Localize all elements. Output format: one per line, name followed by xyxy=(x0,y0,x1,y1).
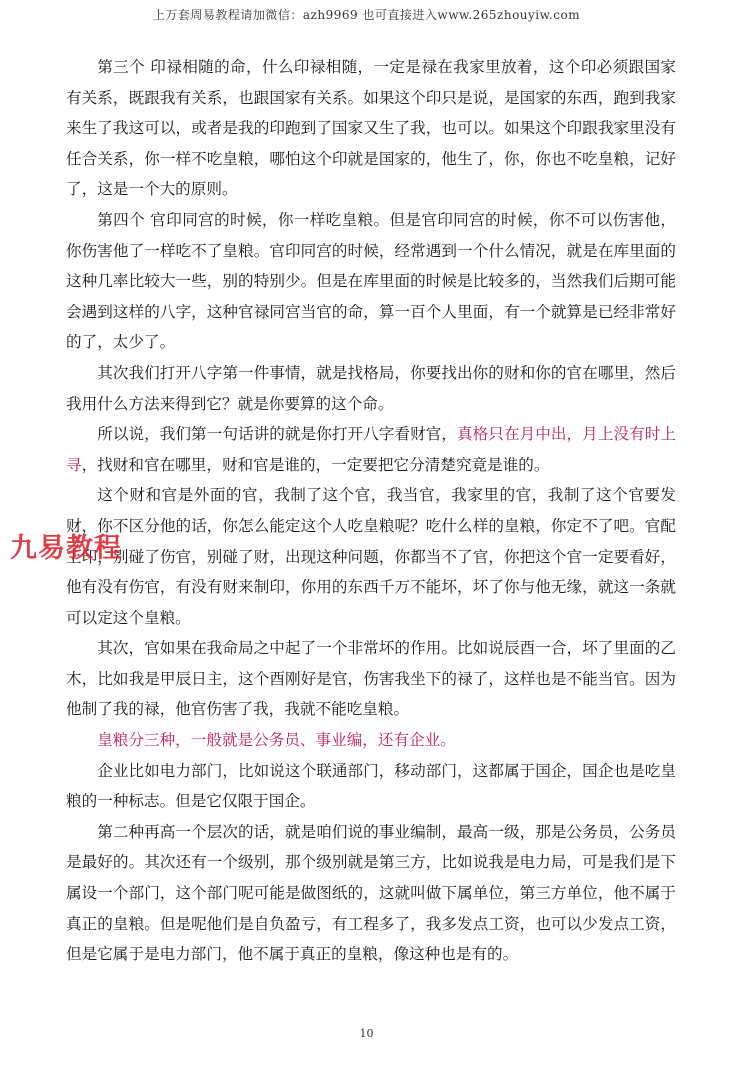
paragraph-text: 第四个 官印同宫的时候，你一样吃皇粮。但是官印同宫的时候，你不可以伤害他，你伤害他了一样吃不了皇粮。官印同宫的时候，经常遇到一个什么情况，就是在库里面的这种几率比较大一些，别的特别少。但是在库里面的时候是比较多的，当然我们后期可能会遇到这样的八字，这种官禄同宫当官的命，算一百个人里面，有一个就算是已经非常好的了，太少了。 xyxy=(66,210,676,352)
paragraph xyxy=(66,419,676,480)
paragraph-text: 第三个 印禄相随的命，什么印禄相随，一定是禄在我家里放着，这个印必须跟国家有关系，既跟我有关系，也跟国家有关系。如果这个印只是说，是国家的东西，跑到我家来生了我这可以，或者是我的印跑到了国家又生了我，也可以。如果这个印跟我家里没有任合关系，你一样不吃皇粮，哪怕这个印就是国家的，他生了，你，你也不吃皇粮，记好了，这是一个大的原则。 xyxy=(66,58,676,199)
watermark-text: 九易教程 xyxy=(10,533,122,564)
paragraph xyxy=(66,205,676,358)
page-header: 上万套周易教程请加微信：azh9969 也可直接进入www.265zhouyiw.com xyxy=(152,8,581,22)
paragraph-text: 其次我们打开八字第一件事情，就是找格局，你要找出你的财和你的官在哪里，然后我用什么方法来得到它？就是你要算的这个命。 xyxy=(66,363,676,413)
paragraph-text: 这个财和官是外面的官，我制了这个官，我当官，我家里的官，我制了这个官要发财，你不区分他的话，你怎么能定这个人吃皇粮呢？吃什么样的皇粮，你定不了吧。官配上印，别碰了伤官，别碰了财，出现这种问题，你都当不了官，你把这个官一定要看好，他有没有伤官，有没有财来制印，你用的东西千万不能坏，坏了你与他无缘，就这一条就可以定这个皇粮。 xyxy=(66,486,676,627)
highlighted-text: 真格只在月中出，月上没有时上寻 xyxy=(66,425,676,474)
document-body xyxy=(66,52,676,970)
paragraph-text: ，找财和官在哪里，财和官是谁的，一定要把它分清楚究竟是谁的。 xyxy=(81,455,550,474)
page-number: 10 xyxy=(359,1027,374,1040)
paragraph xyxy=(66,817,676,970)
paragraph-text: 企业比如电力部门，比如说这个联通部门，移动部门，这都属于国企，国企也是吃皇粮的一种标志。但是它仅限于国企。 xyxy=(66,761,676,811)
paragraph xyxy=(66,633,676,725)
paragraph-text: 其次，官如果在我命局之中起了一个非常坏的作用。比如说辰酉一合，坏了里面的乙木，比如我是甲辰日主，这个酉刚好是官，伤害我坐下的禄了，这样也是不能当官。因为他制了我的禄，他官伤害了我，我就不能吃皇粮。 xyxy=(66,639,676,719)
paragraph xyxy=(66,725,676,756)
paragraph xyxy=(66,52,676,205)
paragraph xyxy=(66,756,676,817)
paragraph-text: 所以说，我们第一句话讲的就是你打开八字看财官， xyxy=(97,425,458,444)
paragraph xyxy=(66,480,676,633)
highlighted-text: 皇粮分三种，一般就是公务员、事业编，还有企业。 xyxy=(97,731,456,750)
paragraph xyxy=(66,358,676,419)
paragraph-text: 第二种再高一个层次的话，就是咱们说的事业编制，最高一级，那是公务员，公务员是最好的。其次还有一个级别，那个级别就是第三方，比如说我是电力局，可是我们是下属设一个部门，这个部门呢可能是做图纸的，这就叫做下属单位，第三方单位，他不属于真正的皇粮。但是呢他们是自负盈亏，有工程多了，我多发点工资，也可以少发点工资，但是它属于是电力部门，他不属于真正的皇粮，像这种也是有的。 xyxy=(66,822,676,964)
